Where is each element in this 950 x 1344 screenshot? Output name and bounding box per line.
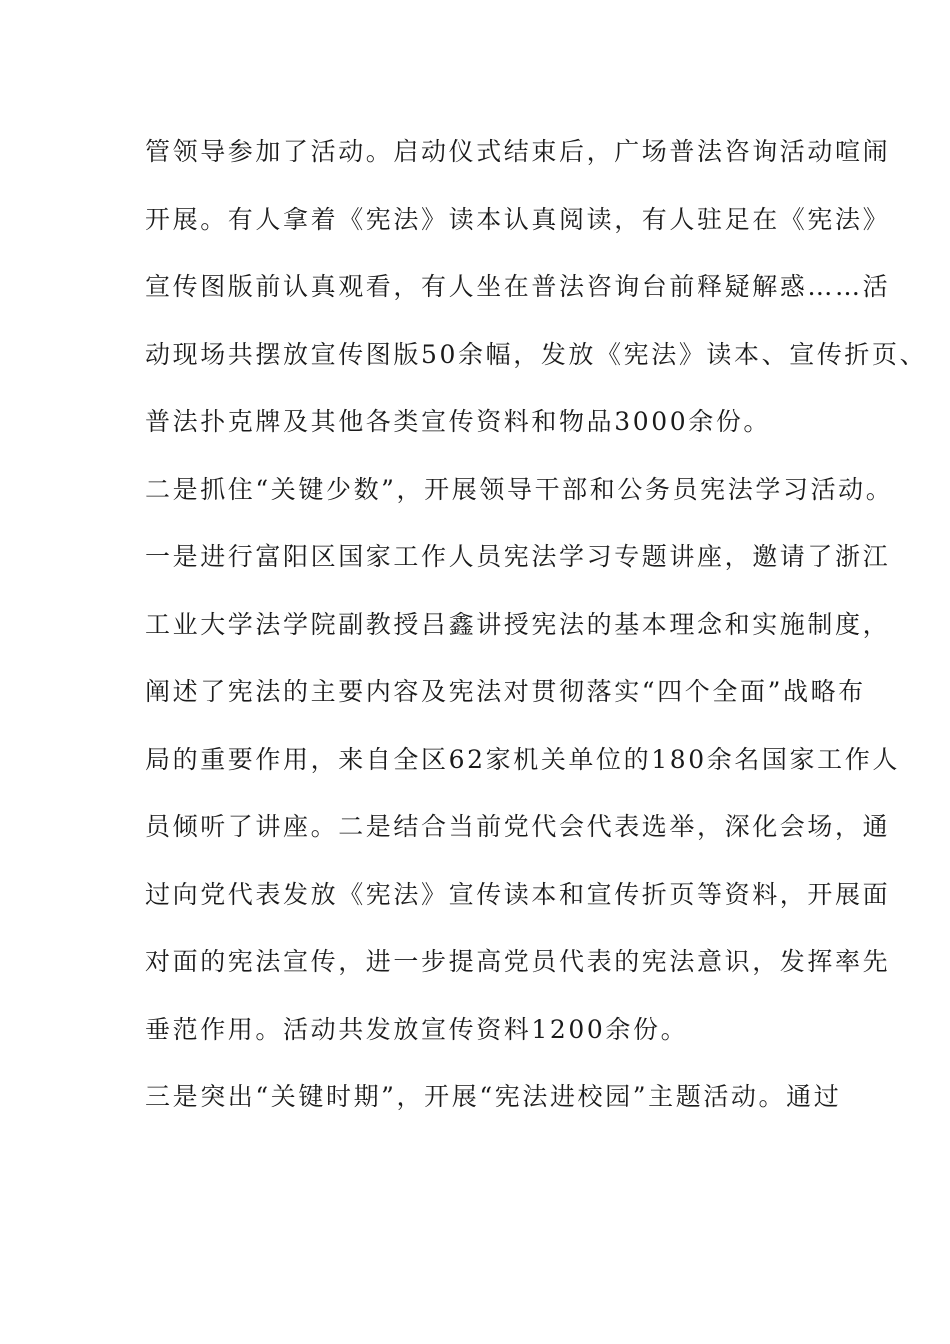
body-text-line: 垂范作用。活动共发放宣传资料1200余份。 — [145, 1015, 689, 1044]
body-text-line: 局的重要作用，来自全区62家机关单位的180余名国家工作人 — [145, 745, 900, 774]
body-text-line: 一是进行富阳区国家工作人员宪法学习专题讲座，邀请了浙江 — [145, 542, 891, 571]
body-text-line: 宣传图版前认真观看，有人坐在普法咨询台前释疑解惑……活 — [145, 272, 891, 301]
body-text-line: 阐述了宪法的主要内容及宪法对贯彻落实“四个全面”战略布 — [145, 677, 866, 706]
body-text-line: 过向党代表发放《宪法》宣传读本和宣传折页等资料，开展面 — [145, 880, 891, 909]
body-text-line: 工业大学法学院副教授吕鑫讲授宪法的基本理念和实施制度， — [145, 610, 891, 639]
body-text-line: 普法扑克牌及其他各类宣传资料和物品3000余份。 — [145, 407, 772, 436]
body-text-line: 二是抓住“关键少数”，开展领导干部和公务员宪法学习活动。 — [145, 475, 894, 504]
body-text-line: 开展。有人拿着《宪法》读本认真阅读，有人驻足在《宪法》 — [145, 205, 891, 234]
body-text-line: 动现场共摆放宣传图版50余幅，发放《宪法》读本、宣传折页、 — [145, 340, 928, 369]
body-text-line: 对面的宪法宣传，进一步提高党员代表的宪法意识，发挥率先 — [145, 947, 891, 976]
body-text-line: 管领导参加了活动。启动仪式结束后，广场普法咨询活动喧闹 — [145, 137, 891, 166]
body-text-line: 员倾听了讲座。二是结合当前党代会代表选举，深化会场，通 — [145, 812, 891, 841]
body-text-line: 三是突出“关键时期”，开展“宪法进校园”主题活动。通过 — [145, 1082, 842, 1111]
